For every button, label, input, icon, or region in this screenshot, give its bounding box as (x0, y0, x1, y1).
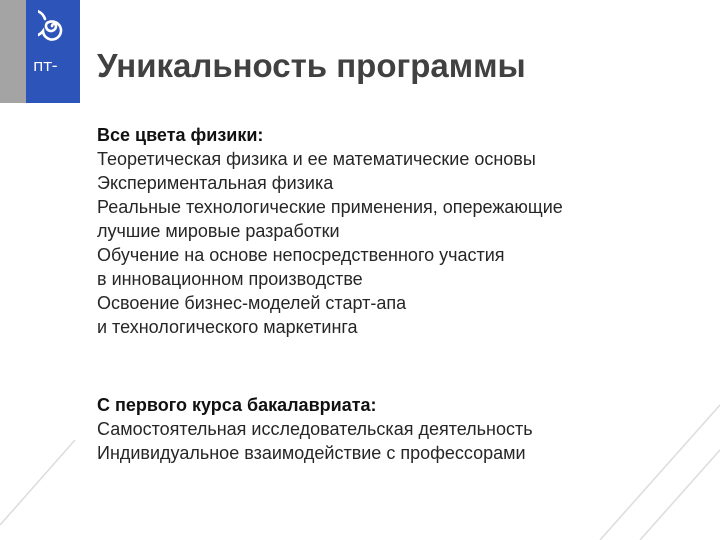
list-item: в инновационном производстве (97, 269, 363, 289)
logo-text: пт- (33, 56, 58, 75)
section-heading-bachelor: С первого курса бакалавриата: (97, 395, 377, 415)
list-item: Экспериментальная физика (97, 173, 334, 193)
list-item: Теоретическая физика и ее математические основы (97, 149, 536, 169)
list-item: Обучение на основе непосредственного участия (97, 245, 505, 265)
slide-body (97, 123, 697, 465)
list-item: Освоение бизнес-моделей старт-апа (97, 293, 407, 313)
list-item: Индивидуальное взаимодействие с профессорами (97, 443, 526, 463)
list-item: Самостоятельная исследовательская деятельность (97, 419, 533, 439)
slide-title: Уникальность программы (97, 47, 526, 84)
section-spacer (97, 339, 697, 393)
swirl-logo-icon (38, 10, 70, 42)
list-item: лучшие мировые разработки (97, 221, 340, 241)
list-item: Реальные технологические применения, опережающие (97, 197, 563, 217)
decorative-grey-strip (0, 0, 26, 103)
section-heading-physics: Все цвета физики: (97, 125, 264, 145)
decor-line-left (0, 440, 75, 525)
logo (26, 0, 80, 103)
list-item: и технологического маркетинга (97, 317, 358, 337)
